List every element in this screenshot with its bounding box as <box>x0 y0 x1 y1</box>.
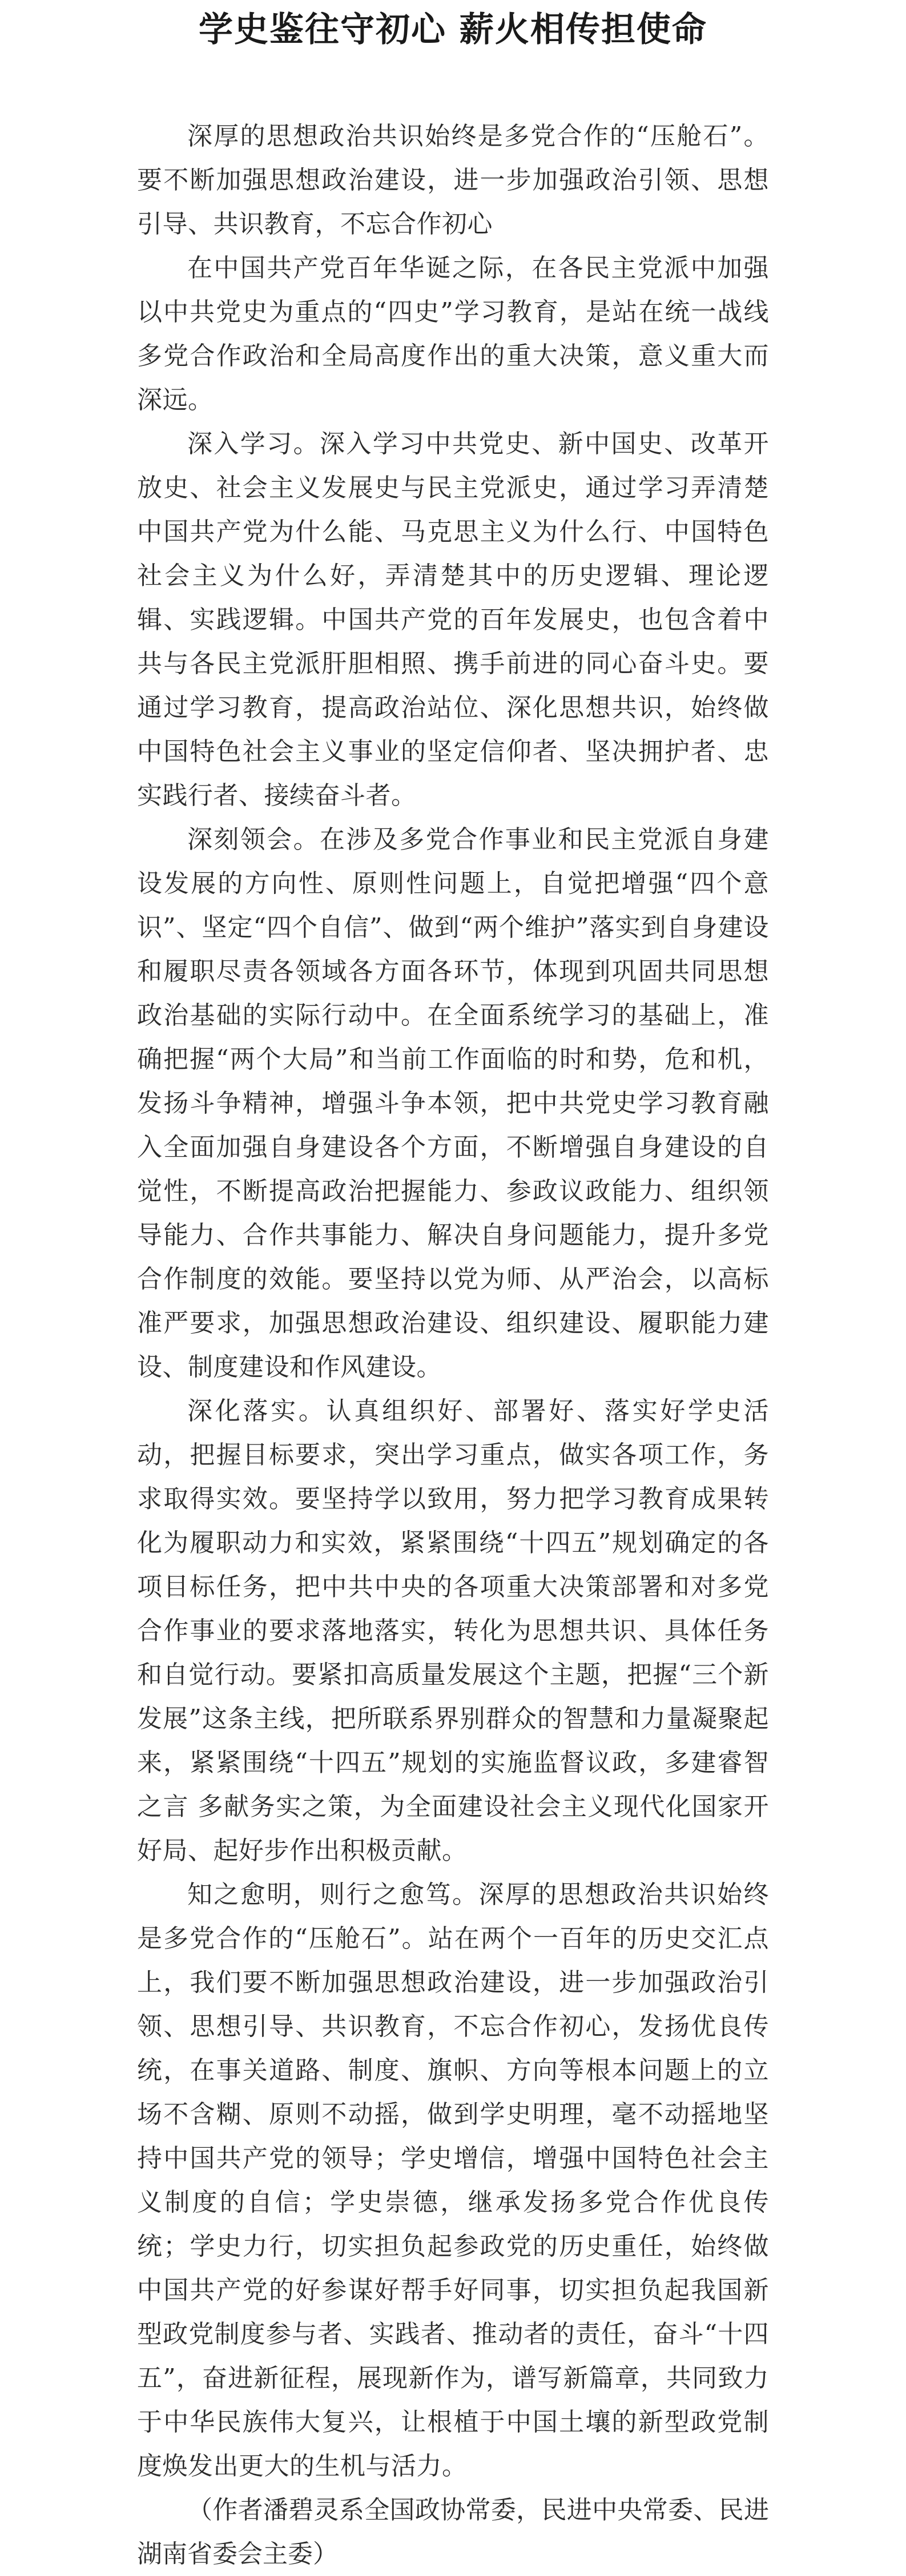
article-paragraph-5: 深化落实。认真组织好、部署好、落实好学史活动，把握目标要求，突出学习重点，做实各项工作，务求取得实效。要坚持学以致用，努力把学习教育成果转化为履职动力和实效，紧紧围绕“十四五”规划确定的各项目标任务，把中共中央的各项重大决策部署和对多党合作事业的要求落地落实，转化为思想共识、具体任务和自觉行动。要紧扣高质量发展这个主题，把握“三个新发展”这条主线，把所联系界别群众的智慧和力量凝聚起来，紧紧围绕“十四五”规划的实施监督议政，多建睿智之言 多献务实之策，为全面建设社会主义现代化国家开好局、起好步作出积极贡献。 <box>137 1396 769 1865</box>
article-paragraph-2: 在中国共产党百年华诞之际，在各民主党派中加强以中共党史为重点的“四史”学习教育，是站在统一战线多党合作政治和全局高度作出的重大决策，意义重大而深远。 <box>137 253 769 414</box>
article-title: 学史鉴往守初心 薪火相传担使命 <box>199 10 707 50</box>
title-spacer <box>137 69 769 114</box>
article-paragraph-6: 知之愈明，则行之愈笃。深厚的思想政治共识始终是多党合作的“压舱石”。站在两个一百年的历史交汇点上，我们要不断加强思想政治建设，进一步加强政治引领、思想引导、共识教育，不忘合作初心，发扬优良传统，在事关道路、制度、旗帜、方向等根本问题上的立场不含糊、原则不动摇，做到学史明理，毫不动摇地坚持中国共产党的领导；学史增信，增强中国特色社会主义制度的自信；学史崇德，继承发扬多党合作优良传统；学史力行，切实担负起参政党的历史重任，始终做中国共产党的好参谋好帮手好同事，切实担负起我国新型政党制度参与者、实践者、推动者的责任，奋斗“十四五”，奋进新征程，展现新作为，谱写新篇章，共同致力于中华民族伟大复兴，让根植于中国土壤的新型政党制度焕发出更大的生机与活力。 <box>137 1880 769 2481</box>
author-byline: （作者潘碧灵系全国政协常委，民进中央常委、民进湖南省委会主委） <box>137 2496 769 2569</box>
article-paragraph-3: 深入学习。深入学习中共党史、新中国史、改革开放史、社会主义发展史与民主党派史，通过学习弄清楚中国共产党为什么能、马克思主义为什么行、中国特色社会主义为什么好，弄清楚其中的历史逻辑、理论逻辑、实践逻辑。中国共产党的百年发展史，也包含着中共与各民主党派肝胆相照、携手前进的同心奋斗史。要通过学习教育，提高政治站位、深化思想共识，始终做中国特色社会主义事业的坚定信仰者、坚决拥护者、忠实践行者、接续奋斗者。 <box>137 429 769 810</box>
article-paragraph-1: 深厚的思想政治共识始终是多党合作的“压舱石”。要不断加强思想政治建设，进一步加强政治引领、思想引导、共识教育，不忘合作初心 <box>137 122 769 239</box>
article-paragraph-4: 深刻领会。在涉及多党合作事业和民主党派自身建设发展的方向性、原则性问题上，自觉把增强“四个意识”、坚定“四个自信”、做到“两个维护”落实到自身建设和履职尽责各领域各方面各环节，体现到巩固共同思想政治基础的实际行动中。在全面系统学习的基础上，准确把握“两个大局”和当前工作面临的时和势，危和机，发扬斗争精神，增强斗争本领，把中共党史学习教育融入全面加强自身建设各个方面，不断增强自身建设的自觉性，不断提高政治把握能力、参政议政能力、组织领导能力、合作共事能力、解决自身问题能力，提升多党合作制度的效能。要坚持以党为师、从严治会，以高标准严要求，加强思想政治建设、组织建设、履职能力建设、制度建设和作风建设。 <box>137 825 769 1382</box>
